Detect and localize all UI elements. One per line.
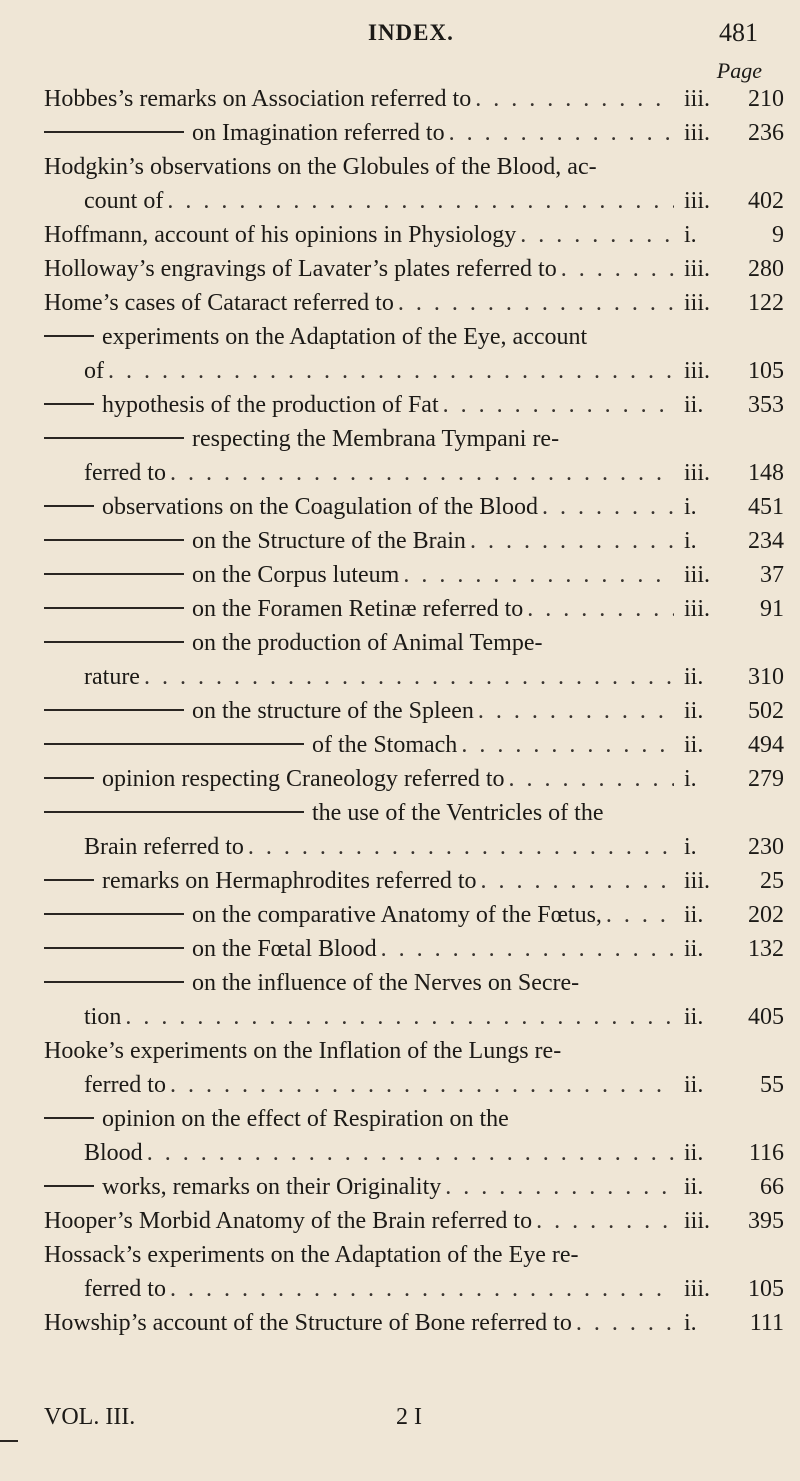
- dot-leader: [475, 82, 674, 116]
- dot-leader: [520, 218, 674, 252]
- dot-leader: [108, 354, 674, 388]
- entry-text: count of: [84, 188, 164, 214]
- ditto-dash: [44, 573, 184, 575]
- entry-volume: iii.: [684, 1276, 711, 1302]
- entry-text: on the influence of the Nerves on Secre-: [192, 970, 580, 996]
- dot-leader: [147, 1136, 674, 1170]
- dot-leader: [170, 456, 674, 490]
- entry-volume: ii.: [684, 1174, 704, 1200]
- entry-volume: iii.: [684, 188, 711, 214]
- entry-line: [44, 286, 784, 320]
- index-entry: [44, 1306, 784, 1340]
- entry-volume: i.: [684, 766, 697, 792]
- entry-text: of the Stomach: [312, 732, 458, 758]
- entry-text: on the comparative Anatomy of the Fœtus,: [192, 902, 602, 928]
- index-entry: [44, 388, 784, 422]
- entry-page: 502: [748, 698, 784, 724]
- entry-page: 105: [748, 358, 784, 384]
- page-footer: [44, 1404, 784, 1438]
- entry-text: hypothesis of the production of Fat: [102, 392, 439, 418]
- entry-volume: ii.: [684, 936, 704, 962]
- entry-volume: iii.: [684, 86, 711, 112]
- entry-volume: iii.: [684, 868, 711, 894]
- signature-mark: 2 I: [396, 1404, 422, 1430]
- dot-leader: [248, 830, 674, 864]
- entry-volume: iii.: [684, 120, 711, 146]
- entry-line: [44, 82, 784, 116]
- ditto-dash: [44, 539, 184, 541]
- entry-text: respecting the Membrana Tympani re-: [192, 426, 560, 452]
- entry-line: [44, 184, 784, 218]
- entry-line: [44, 456, 784, 490]
- entry-line: [44, 524, 784, 558]
- entry-line: [44, 388, 784, 422]
- index-entry: [44, 116, 784, 150]
- dot-leader: [144, 660, 674, 694]
- entry-line: [44, 694, 784, 728]
- entry-line: [44, 1306, 784, 1340]
- dot-leader: [509, 762, 674, 796]
- index-entry: [44, 796, 784, 864]
- margin-rule: [0, 1440, 18, 1442]
- dot-leader: [606, 898, 674, 932]
- entry-line: [44, 626, 784, 660]
- dot-leader: [125, 1000, 674, 1034]
- entry-line: [44, 1272, 784, 1306]
- entry-volume: i.: [684, 834, 697, 860]
- entry-text: remarks on Hermaphrodites referred to: [102, 868, 477, 894]
- index-entry: [44, 422, 784, 490]
- ditto-dash: [44, 335, 94, 337]
- entry-line: [44, 422, 784, 456]
- index-entry: [44, 1204, 784, 1238]
- entry-text: opinion respecting Craneology referred to: [102, 766, 505, 792]
- entry-text: Hodgkin’s observations on the Globules of the Blood, ac-: [44, 154, 597, 180]
- entry-line: [44, 558, 784, 592]
- entry-volume: iii.: [684, 1208, 711, 1234]
- entry-volume: iii.: [684, 256, 711, 282]
- entry-text: on the Corpus luteum: [192, 562, 400, 588]
- entry-text: Hooper’s Morbid Anatomy of the Brain referred to: [44, 1208, 533, 1234]
- entry-text: Hobbes’s remarks on Association referred to: [44, 86, 472, 112]
- dot-leader: [527, 592, 674, 626]
- entry-page: 202: [748, 902, 784, 928]
- ditto-dash: [44, 743, 304, 745]
- entry-page: 91: [760, 596, 784, 622]
- entry-line: [44, 320, 784, 354]
- entry-text: on the structure of the Spleen: [192, 698, 474, 724]
- entry-line: [44, 830, 784, 864]
- entry-text: rature: [84, 664, 140, 690]
- entry-volume: i.: [684, 222, 697, 248]
- entry-text: the use of the Ventricles of the: [312, 800, 604, 826]
- entry-text: ferred to: [84, 1276, 166, 1302]
- dot-leader: [398, 286, 674, 320]
- page-title: INDEX.: [368, 20, 454, 45]
- ditto-dash: [44, 437, 184, 439]
- volume-label: VOL. III.: [44, 1404, 136, 1430]
- entry-page: 236: [748, 120, 784, 146]
- entry-text: Hossack’s experiments on the Adaptation of the Eye re-: [44, 1242, 579, 1268]
- entry-volume: iii.: [684, 290, 711, 316]
- entry-page: 66: [760, 1174, 784, 1200]
- ditto-dash: [44, 131, 184, 133]
- page-number: 481: [719, 18, 758, 47]
- dot-leader: [170, 1068, 674, 1102]
- entry-text: ferred to: [84, 1072, 166, 1098]
- entry-text: Holloway’s engravings of Lavater’s plates referred to: [44, 256, 557, 282]
- ditto-dash: [44, 709, 184, 711]
- entry-page: 122: [748, 290, 784, 316]
- entry-page: 9: [772, 222, 784, 248]
- entry-page: 210: [748, 86, 784, 112]
- ditto-dash: [44, 879, 94, 881]
- entry-line: [44, 762, 784, 796]
- ditto-dash: [44, 1117, 94, 1119]
- ditto-dash: [44, 981, 184, 983]
- index-entry: [44, 864, 784, 898]
- entry-text: opinion on the effect of Respiration on the: [102, 1106, 509, 1132]
- entry-page: 116: [748, 1140, 784, 1166]
- entry-volume: iii.: [684, 562, 711, 588]
- entry-line: [44, 354, 784, 388]
- entry-text: Hooke’s experiments on the Inflation of the Lungs re-: [44, 1038, 562, 1064]
- entry-page: 55: [760, 1072, 784, 1098]
- entry-volume: ii.: [684, 902, 704, 928]
- entry-volume: i.: [684, 1310, 697, 1336]
- index-entry: [44, 626, 784, 694]
- index-entry: [44, 1034, 784, 1102]
- index-entry: [44, 1170, 784, 1204]
- entry-volume: ii.: [684, 664, 704, 690]
- index-entry: [44, 252, 784, 286]
- entry-line: [44, 728, 784, 762]
- entry-page: 395: [748, 1208, 784, 1234]
- entry-volume: ii.: [684, 698, 704, 724]
- page-header: [0, 12, 800, 52]
- index-entry: [44, 762, 784, 796]
- ditto-dash: [44, 1185, 94, 1187]
- dot-leader: [481, 864, 674, 898]
- entry-text: of: [84, 358, 104, 384]
- ditto-dash: [44, 607, 184, 609]
- entry-volume: ii.: [684, 1072, 704, 1098]
- dot-leader: [561, 252, 674, 286]
- dot-leader: [443, 388, 674, 422]
- ditto-dash: [44, 641, 184, 643]
- index-entry: [44, 694, 784, 728]
- entry-text: on the Structure of the Brain: [192, 528, 466, 554]
- index-entry: [44, 558, 784, 592]
- index-entry: [44, 82, 784, 116]
- page-column-header: Page: [716, 58, 762, 83]
- dot-leader: [170, 1272, 674, 1306]
- entry-page: 353: [748, 392, 784, 418]
- index-entry: [44, 592, 784, 626]
- index-entry: [44, 728, 784, 762]
- entry-line: [44, 1068, 784, 1102]
- entry-page: 402: [748, 188, 784, 214]
- entry-page: 25: [760, 868, 784, 894]
- entry-volume: ii.: [684, 732, 704, 758]
- dot-leader: [381, 932, 674, 966]
- entry-text: works, remarks on their Originality: [102, 1174, 442, 1200]
- entry-volume: i.: [684, 494, 697, 520]
- entry-text: on the Foramen Retinæ referred to: [192, 596, 524, 622]
- dot-leader: [542, 490, 674, 524]
- entry-text: on the production of Animal Tempe-: [192, 630, 543, 656]
- entry-line: [44, 966, 784, 1000]
- entry-page: 132: [748, 936, 784, 962]
- dot-leader: [449, 116, 674, 150]
- dot-leader: [536, 1204, 674, 1238]
- index-entry: [44, 150, 784, 218]
- entry-text: Hoffmann, account of his opinions in Physiology: [44, 222, 517, 248]
- index-entry: [44, 898, 784, 932]
- entry-volume: i.: [684, 528, 697, 554]
- entry-page: 310: [748, 664, 784, 690]
- ditto-dash: [44, 403, 94, 405]
- entry-line: [44, 218, 784, 252]
- entry-text: tion: [84, 1004, 122, 1030]
- index-entry: [44, 490, 784, 524]
- index-entry: [44, 320, 784, 388]
- entry-line: [44, 864, 784, 898]
- entry-line: [44, 490, 784, 524]
- ditto-dash: [44, 777, 94, 779]
- entry-line: [44, 1238, 784, 1272]
- entry-line: [44, 1136, 784, 1170]
- ditto-dash: [44, 913, 184, 915]
- entry-line: [44, 252, 784, 286]
- entry-text: experiments on the Adaptation of the Eye, account: [102, 324, 588, 350]
- dot-leader: [445, 1170, 674, 1204]
- ditto-dash: [44, 505, 94, 507]
- entry-line: [44, 116, 784, 150]
- entry-page: 234: [748, 528, 784, 554]
- entry-volume: ii.: [684, 1140, 704, 1166]
- entry-volume: iii.: [684, 596, 711, 622]
- entry-text: ferred to: [84, 460, 166, 486]
- entry-text: observations on the Coagulation of the Blood: [102, 494, 538, 520]
- dot-leader: [470, 524, 674, 558]
- entry-line: [44, 1204, 784, 1238]
- entry-line: [44, 592, 784, 626]
- entry-volume: iii.: [684, 358, 711, 384]
- entry-page: 279: [748, 766, 784, 792]
- dot-leader: [478, 694, 674, 728]
- entry-text: Blood: [84, 1140, 143, 1166]
- index-entry: [44, 218, 784, 252]
- dot-leader: [461, 728, 674, 762]
- entry-line: [44, 1034, 784, 1068]
- entry-text: on the Fœtal Blood: [192, 936, 377, 962]
- ditto-dash: [44, 811, 304, 813]
- index-entry: [44, 966, 784, 1034]
- index-entry: [44, 1102, 784, 1170]
- entry-page: 405: [748, 1004, 784, 1030]
- entry-page: 105: [748, 1276, 784, 1302]
- entry-page: 148: [748, 460, 784, 486]
- entry-line: [44, 150, 784, 184]
- entry-text: Brain referred to: [84, 834, 244, 860]
- entry-line: [44, 1000, 784, 1034]
- index-entries: [44, 82, 784, 1340]
- entry-page: 37: [760, 562, 784, 588]
- entry-page: 494: [748, 732, 784, 758]
- entry-page: 280: [748, 256, 784, 282]
- dot-leader: [167, 184, 674, 218]
- dot-leader: [576, 1306, 674, 1340]
- dot-leader: [403, 558, 674, 592]
- entry-volume: iii.: [684, 460, 711, 486]
- entry-volume: ii.: [684, 1004, 704, 1030]
- entry-page: 111: [749, 1310, 784, 1336]
- entry-text: Howship’s account of the Structure of Bone referred to: [44, 1310, 572, 1336]
- entry-text: Home’s cases of Cataract referred to: [44, 290, 394, 316]
- entry-page: 230: [748, 834, 784, 860]
- index-entry: [44, 524, 784, 558]
- entry-line: [44, 1102, 784, 1136]
- entry-page: 451: [748, 494, 784, 520]
- entry-line: [44, 898, 784, 932]
- index-entry: [44, 932, 784, 966]
- entry-volume: ii.: [684, 392, 704, 418]
- ditto-dash: [44, 947, 184, 949]
- entry-line: [44, 660, 784, 694]
- entry-text: on Imagination referred to: [192, 120, 445, 146]
- entry-line: [44, 796, 784, 830]
- entry-line: [44, 932, 784, 966]
- index-entry: [44, 286, 784, 320]
- index-entry: [44, 1238, 784, 1306]
- entry-line: [44, 1170, 784, 1204]
